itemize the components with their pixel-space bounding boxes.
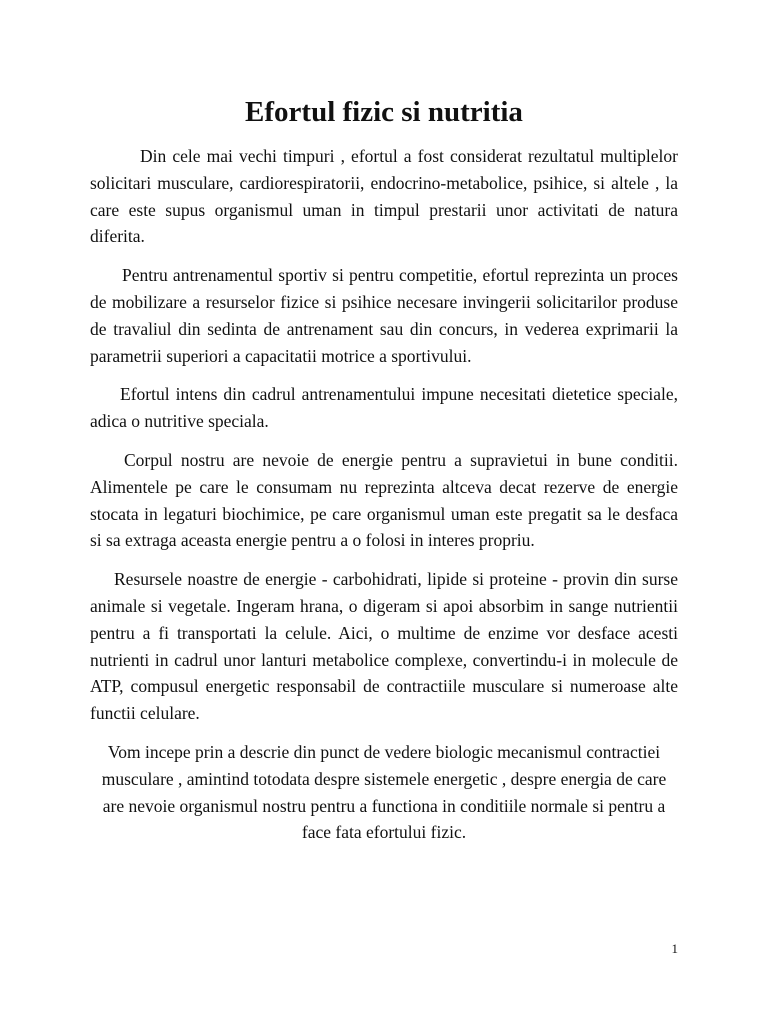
paragraph-6: Vom incepe prin a descrie din punct de vedere biologic mecanismul contractiei musculare , amintind totodata despre sistemele energetic , despre energia de care are nevoie organismul nostru pentru a functiona in conditiile normale si pentru a face fata efortului fizic. xyxy=(101,741,667,843)
paragraph-4: Corpul nostru are nevoie de energie pentru a supravietui in bune conditii. Alimentele pe care le consumam nu reprezinta altceva decat rezerve de energie stocata in legaturi biochimice, pe care organismul uman este pregatit sa le desfaca si sa extraga aceasta energie pentru a o folosi in interes propriu. xyxy=(90,449,678,551)
page-title: Efortul fizic si nutritia xyxy=(245,96,523,128)
paragraph-1: Din cele mai vechi timpuri , efortul a fost considerat rezultatul multiplelor solicitari musculare, cardiorespiratorii, endocrino-metabolice, psihice, si altele , la care este supus organismul uman in timpul prestarii unor activitati de natura diferita. xyxy=(90,146,678,247)
paragraph-2: Pentru antrenamentul sportiv si pentru competitie, efortul reprezinta un proces de mobilizare a resurselor fizice si psihice necesare invingerii solicitarilor produse de travaliul din sedinta de antrenament sau din concurs, in vederea exprimarii la parametrii superiori a capacitatii motrice a sportivului. xyxy=(90,265,678,366)
document-body xyxy=(90,143,678,858)
paragraph-3: Efortul intens din cadrul antrenamentului impune necesitati dietetice speciale, adica o nutritive speciala. xyxy=(90,384,678,432)
paragraph-5: Resursele noastre de energie - carbohidrati, lipide si proteine - provin din surse animale si vegetale. Ingeram hrana, o digeram si apoi absorbim in sange nutrientii pentru a fi transportati la celule. Aici, o multime de enzime vor desface acesti nutrienti in cadrul unor lanturi metabolice complexe, convertindu-i in molecule de ATP, compusul energetic responsabil de contractiile musculare si numeroase alte functii celulare. xyxy=(90,569,678,724)
page-number: 1 xyxy=(671,941,678,956)
